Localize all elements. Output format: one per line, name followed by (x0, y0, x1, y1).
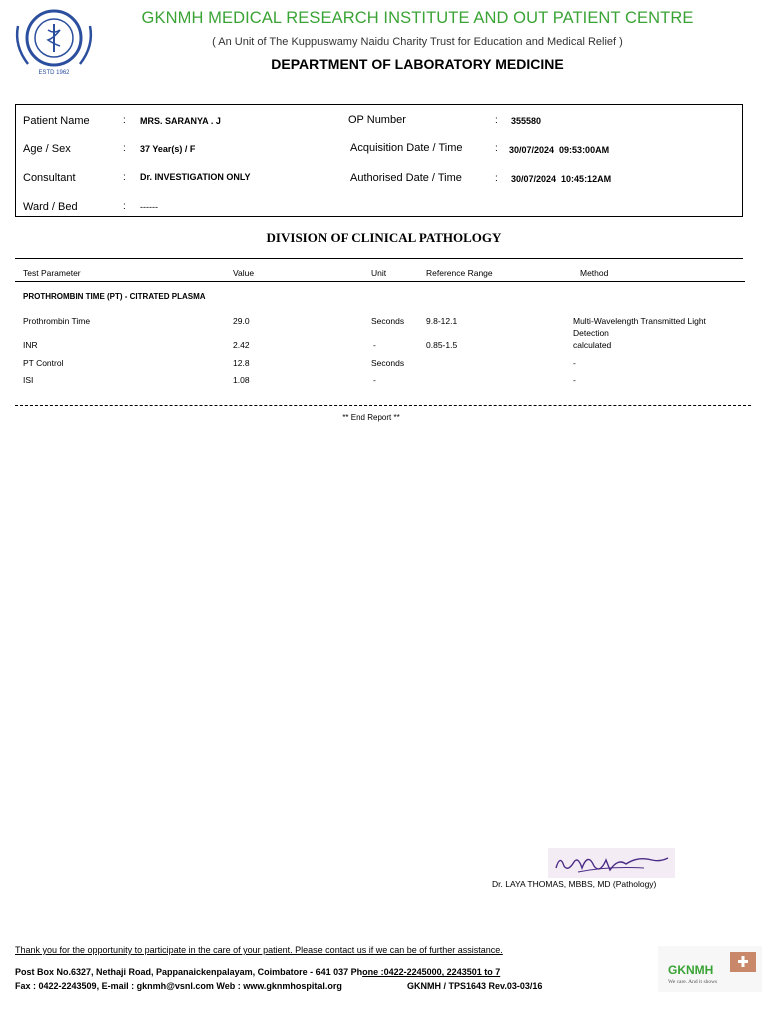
row-method: - (573, 358, 576, 368)
op-number-value: 355580 (511, 116, 542, 126)
doctor-name: Dr. LAYA THOMAS, MBBS, MD (Pathology) (492, 879, 657, 889)
row-value: 29.0 (233, 316, 250, 326)
table-header-rule (15, 281, 745, 282)
row-unit: Seconds (371, 358, 405, 368)
colon: : (495, 143, 498, 154)
row-method: - (573, 375, 576, 385)
row-unit: Seconds (371, 316, 405, 326)
footer-address (15, 967, 500, 977)
row-range: 9.8-12.1 (426, 316, 458, 326)
colon: : (495, 173, 498, 184)
footer-brand-logo (658, 946, 762, 992)
row-method-continued: Detection (573, 328, 609, 338)
department-title: DEPARTMENT OF LABORATORY MEDICINE (271, 56, 564, 72)
division-title: DIVISION OF CLINICAL PATHOLOGY (266, 230, 502, 245)
op-number-label: OP Number (348, 114, 406, 126)
row-range: 0.85-1.5 (426, 340, 458, 350)
age-sex-value: 37 Year(s) / F (140, 144, 196, 154)
row-method: Multi-Wavelength Transmitted Light (573, 316, 706, 326)
colon: : (123, 172, 126, 183)
authorised-label: Authorised Date / Time (350, 172, 462, 184)
row-parameter: INR (23, 340, 38, 350)
end-report-text: ** End Report ** (342, 413, 400, 422)
hospital-logo (8, 6, 100, 78)
row-parameter: Prothrombin Time (23, 316, 91, 326)
row-value: 12.8 (233, 358, 250, 368)
footer-contact: Fax : 0422-2243509, E-mail : gknmh@vsnl.com Web : www.gknmhospital.org (15, 981, 342, 991)
colon: : (123, 115, 126, 126)
row-unit: - (373, 340, 376, 350)
age-sex-label: Age / Sex (23, 143, 71, 155)
ward-bed-label: Ward / Bed (23, 201, 78, 213)
patient-name-value: MRS. SARANYA . J (140, 116, 221, 126)
doctor-signature (548, 848, 675, 878)
table-bottom-dashed-rule (15, 405, 751, 406)
row-method: calculated (573, 340, 612, 350)
row-unit: - (373, 375, 376, 385)
colon: : (123, 143, 126, 154)
row-value: 2.42 (233, 340, 250, 350)
row-value: 1.08 (233, 375, 250, 385)
authorised-value: 30/07/2024 10:45:12AM (511, 174, 612, 184)
footer-form-code: GKNMH / TPS1643 Rev.03-03/16 (407, 981, 543, 991)
row-parameter: ISI (23, 375, 34, 385)
colon: : (495, 115, 498, 126)
header-unit: Unit (371, 268, 387, 278)
test-section-title: PROTHROMBIN TIME (PT) - CITRATED PLASMA (23, 292, 206, 301)
header-reference-range: Reference Range (426, 268, 493, 278)
footer-logo-text: GKNMH (668, 963, 714, 977)
logo-estd-text: ESTD 1962 (38, 70, 70, 76)
footer-address-text: Post Box No.6327, Nethaji Road, Pappanaickenpalayam, Coimbatore - 641 037 Ph (15, 967, 363, 977)
footer-logo-tagline: We care. And it shows (668, 979, 718, 985)
ward-bed-value: ------ (140, 202, 158, 212)
header-value: Value (233, 268, 255, 278)
consultant-value: Dr. INVESTIGATION ONLY (140, 172, 251, 182)
acquisition-value: 30/07/2024 09:53:00AM (509, 145, 610, 155)
institute-name: GKNMH MEDICAL RESEARCH INSTITUTE AND OUT PATIENT CENTRE (141, 9, 694, 27)
row-parameter: PT Control (23, 358, 64, 368)
acquisition-label: Acquisition Date / Time (350, 142, 463, 154)
table-top-rule (15, 258, 743, 259)
thank-you-note: Thank you for the opportunity to participate in the care of your patient. Please contact us if we can be of further assistance. (15, 945, 503, 955)
header-method: Method (580, 268, 609, 278)
consultant-label: Consultant (23, 172, 76, 184)
footer-phone-text: one :0422-2245000, 2243501 to 7 (362, 967, 501, 977)
patient-name-label: Patient Name (23, 115, 90, 127)
header-test-parameter: Test Parameter (23, 268, 81, 278)
colon: : (123, 201, 126, 212)
institute-subtitle: ( An Unit of The Kuppuswamy Naidu Charity Trust for Education and Medical Relief ) (212, 36, 623, 48)
